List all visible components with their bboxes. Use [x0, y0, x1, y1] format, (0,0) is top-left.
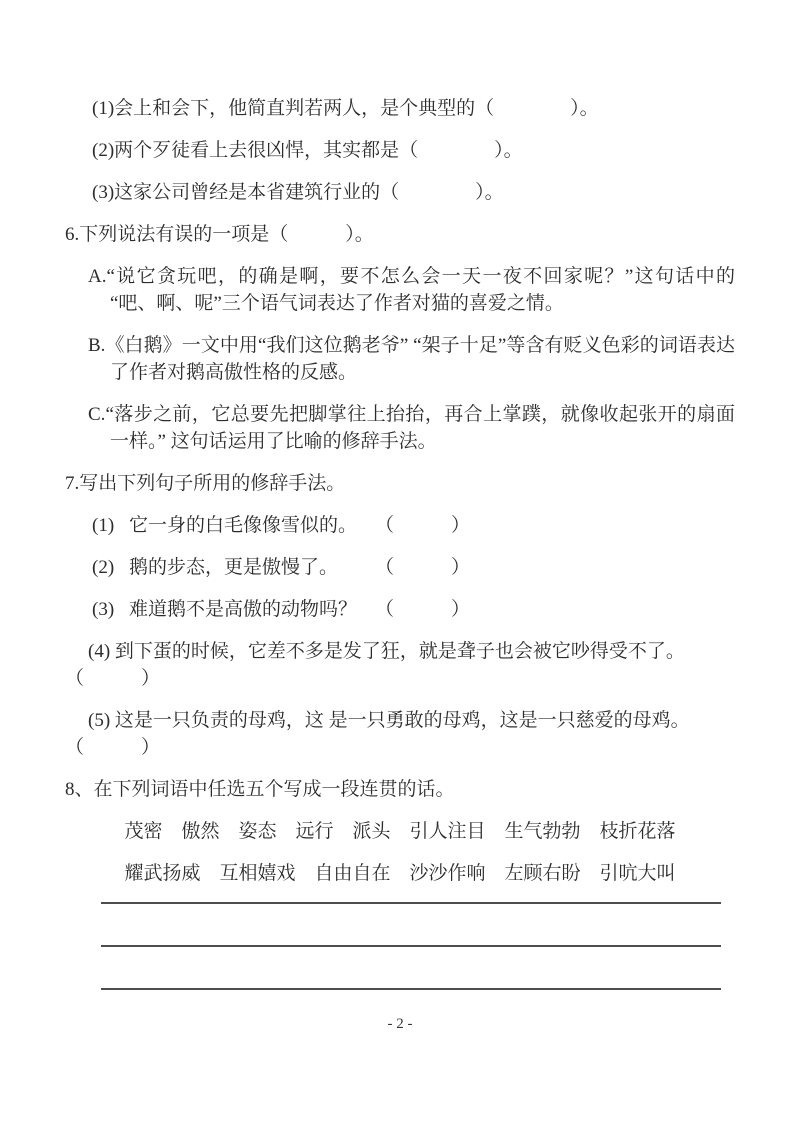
q6-title: 6.下列说法有误的一项是（ ）。	[65, 224, 374, 245]
item-line	[88, 638, 735, 665]
q7-item-3	[92, 596, 735, 623]
word: 茂密	[124, 821, 163, 842]
item-number: (3)	[92, 182, 115, 203]
answer-line	[101, 988, 721, 990]
item-text: 它一身的白毛像像雪似的。	[129, 515, 358, 536]
q5-item-3	[92, 179, 735, 206]
q7-title: 7.写出下列句子所用的修辞手法。	[65, 473, 346, 494]
q6-option-a	[88, 263, 735, 317]
item-text: 两个歹徒看上去很凶悍，其实都是（ ）。	[114, 140, 523, 161]
item-number: (3)	[92, 599, 115, 620]
word: 姿态	[238, 821, 277, 842]
item-number: (1)	[92, 515, 115, 536]
item-line	[88, 707, 735, 734]
answer-line	[101, 945, 721, 947]
item-number: (1)	[92, 98, 115, 119]
word-list-row-1	[65, 818, 735, 845]
page-number: - 2 -	[387, 1016, 413, 1032]
word: 引人注目	[409, 821, 486, 842]
item-number: (2)	[92, 557, 115, 578]
option-label: C.	[88, 404, 106, 425]
q7-item-2	[92, 554, 735, 581]
option-label: B.	[88, 335, 106, 356]
item-text: 难道鹅不是高傲的动物吗？	[129, 599, 358, 620]
q7-item-1	[92, 512, 735, 539]
word: 耀武扬威	[124, 863, 201, 884]
item-text: 这是一只负责的母鸡，这 是一只勇敢的母鸡，这是一只慈爱的母鸡。	[114, 710, 690, 731]
answer-lines	[65, 902, 735, 990]
word: 傲然	[181, 821, 220, 842]
option-text: 《白鹅》一文中用“我们这位鹅老爷” “架子十足”等含有贬义色彩的词语表达了作者对鹅高傲性格的反感。	[105, 335, 735, 383]
word: 派头	[352, 821, 391, 842]
blank-parentheses: （ ）	[375, 515, 471, 536]
q8-title: 8、在下列词语中任选五个写成一段连贯的话。	[65, 779, 455, 800]
option-text: “说它贪玩吧，的确是啊，要不怎么会一天一夜不回家呢？”这句话中的“吧、啊、呢”三个语气词表达了作者对猫的喜爱之情。	[106, 266, 735, 314]
item-text: 到下蛋的时候，它差不多是发了狂，就是聋子也会被它吵得受不了。	[114, 641, 685, 662]
q7-item-5	[65, 707, 735, 761]
blank-parentheses: （ ）	[65, 668, 161, 689]
blank-parentheses: （ ）	[375, 599, 471, 620]
word: 引吭大叫	[599, 863, 676, 884]
blank-parentheses: （ ）	[65, 737, 161, 758]
word: 互相嬉戏	[219, 863, 296, 884]
q6-option-c	[88, 401, 735, 455]
item-text: 这家公司曾经是本省建筑行业的（ ）。	[114, 182, 504, 203]
blank-parentheses: （ ）	[375, 557, 471, 578]
q5-item-2	[92, 137, 735, 164]
q7-item-4	[65, 638, 735, 692]
item-text: 会上和会下，他简直判若两人，是个典型的（ ）。	[114, 98, 599, 119]
item-text: 鹅的步态，更是傲慢了。	[129, 557, 339, 578]
word-list-row-2	[65, 860, 735, 887]
option-text: “落步之前，它总要先把脚掌往上抬抬，再合上掌蹼，就像收起张开的扇面一样。” 这句话运用了比喻的修辞手法。	[105, 404, 735, 452]
item-number: (4)	[88, 641, 111, 662]
word: 远行	[295, 821, 334, 842]
item-number: (2)	[92, 140, 115, 161]
answer-line	[101, 902, 721, 904]
word: 生气勃勃	[504, 821, 581, 842]
q5-item-1	[92, 95, 735, 122]
option-label: A.	[88, 266, 107, 287]
word: 左顾右盼	[504, 863, 581, 884]
item-number: (5)	[88, 710, 111, 731]
q6-option-b	[88, 332, 735, 386]
word: 自由自在	[314, 863, 391, 884]
word: 沙沙作响	[409, 863, 486, 884]
word: 枝折花落	[599, 821, 676, 842]
